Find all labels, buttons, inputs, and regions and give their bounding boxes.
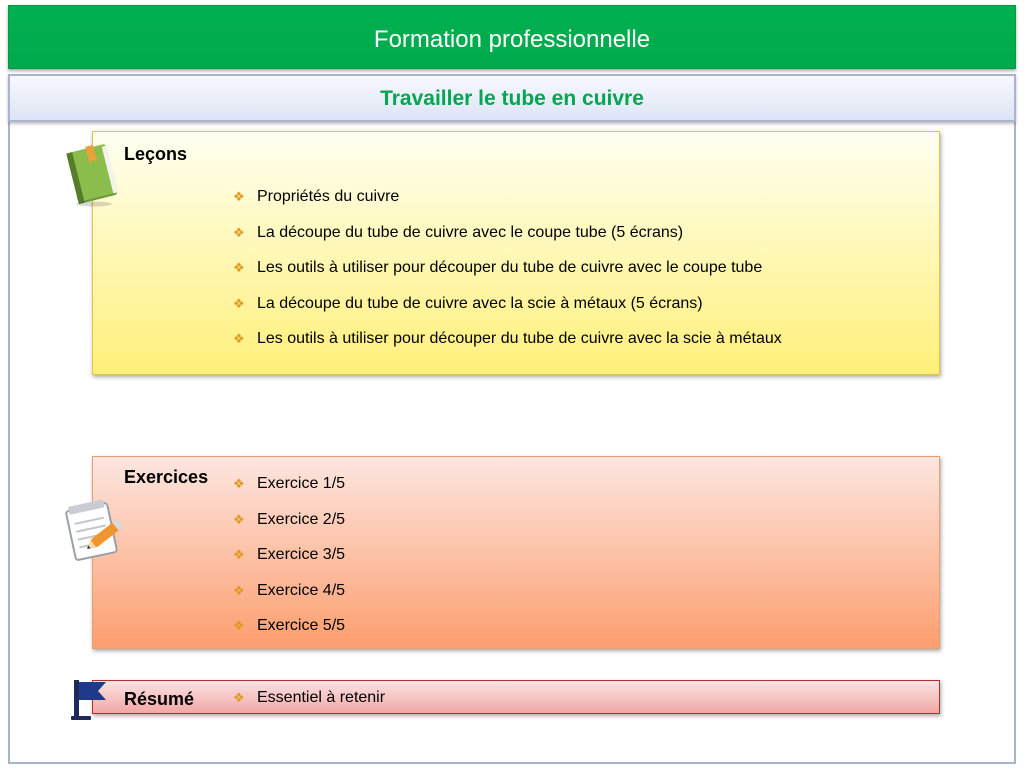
diamond-bullet-icon: ❖ — [233, 511, 245, 527]
summary-item[interactable] — [231, 688, 385, 708]
summary-label: Résumé — [124, 689, 195, 709]
lesson-item-label: Propriétés du cuivre — [257, 188, 400, 205]
lesson-item-label: La découpe du tube de cuivre avec le coupe tube (5 écrans) — [257, 223, 684, 241]
summary-list — [231, 688, 385, 708]
lessons-panel — [92, 131, 940, 375]
exercise-item[interactable] — [231, 510, 345, 546]
lesson-item[interactable] — [231, 294, 782, 330]
lesson-item[interactable] — [231, 223, 782, 259]
diamond-bullet-icon: ❖ — [233, 618, 245, 633]
lesson-item[interactable] — [231, 258, 782, 294]
exercises-label: Exercices — [124, 467, 209, 487]
top-header — [8, 5, 1016, 69]
summary-panel — [92, 680, 940, 714]
page-title: Formation professionnelle — [373, 26, 651, 53]
exercise-item[interactable] — [231, 581, 345, 617]
notepad-pencil-icon — [58, 492, 130, 566]
lesson-item[interactable] — [231, 329, 782, 365]
diamond-bullet-icon: ❖ — [233, 295, 245, 311]
exercise-item[interactable] — [231, 545, 345, 581]
book-icon — [62, 140, 122, 208]
diamond-bullet-icon: ❖ — [233, 189, 245, 204]
flag-icon — [68, 676, 112, 722]
diamond-bullet-icon: ❖ — [233, 331, 245, 346]
diamond-bullet-icon: ❖ — [233, 547, 245, 562]
lesson-item-label: Les outils à utiliser pour découper du tube de cuivre avec la scie à métaux — [257, 330, 782, 347]
lesson-item-label: La découpe du tube de cuivre avec la scie à métaux (5 écrans) — [257, 294, 703, 312]
exercises-panel — [92, 456, 940, 649]
diamond-bullet-icon: ❖ — [233, 582, 245, 598]
diamond-bullet-icon: ❖ — [233, 690, 245, 705]
course-title: Travailler le tube en cuivre — [380, 87, 644, 110]
diamond-bullet-icon: ❖ — [233, 224, 245, 240]
summary-item-label: Essentiel à retenir — [257, 689, 386, 706]
lessons-list — [231, 187, 782, 365]
lesson-item[interactable] — [231, 187, 782, 223]
exercise-item-label: Exercice 2/5 — [257, 510, 346, 528]
exercise-item-label: Exercice 1/5 — [257, 475, 346, 492]
exercise-item-label: Exercice 3/5 — [257, 546, 346, 563]
exercise-item-label: Exercice 4/5 — [257, 581, 346, 599]
diamond-bullet-icon: ❖ — [233, 476, 245, 491]
subheader — [8, 74, 1016, 122]
lesson-item-label: Les outils à utiliser pour découper du tube de cuivre avec le coupe tube — [257, 259, 763, 276]
exercise-item-label: Exercice 5/5 — [257, 617, 346, 634]
lessons-label: Leçons — [124, 144, 188, 164]
exercises-list — [231, 474, 345, 652]
exercise-item[interactable] — [231, 474, 345, 510]
diamond-bullet-icon: ❖ — [233, 260, 245, 275]
exercise-item[interactable] — [231, 616, 345, 652]
